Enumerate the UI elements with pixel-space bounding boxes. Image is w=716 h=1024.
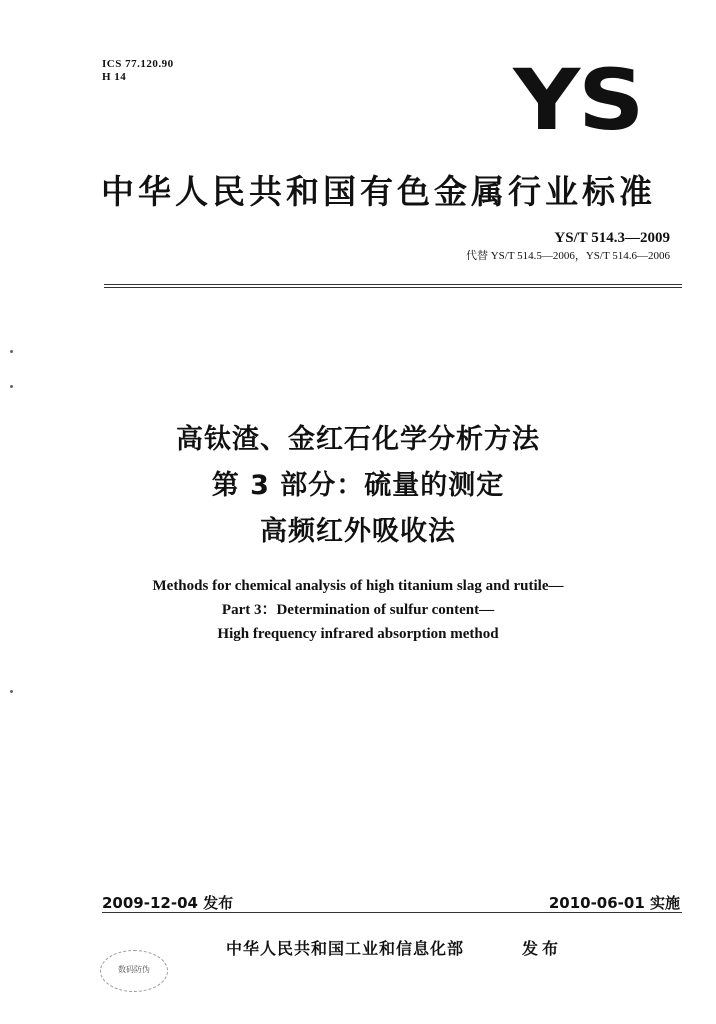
ys-logo: YS [512,51,642,149]
publish-label: 发布 [522,939,563,958]
ics-code: ICS 77.120.90 [102,58,174,70]
stamp-label: 数码防伪 [118,965,150,974]
issue-date: 2009-12-04 发布 [102,894,234,912]
replaces-note: 代替 YS/T 514.5—2006，YS/T 514.6—2006 [465,250,670,262]
scan-mark [10,690,13,693]
scan-mark [10,385,13,388]
title-en-line1: Methods for chemical analysis of high titanium slag and rutile— [152,578,564,594]
header-divider [104,284,682,285]
title-en-line2: Part 3：Determination of sulfur content— [221,602,495,618]
standard-category-title: 中华人民共和国有色金属行业标准 [101,172,656,211]
ccs-code: H 14 [102,71,127,83]
implementation-date: 2010-06-01 实施 [548,894,680,912]
classification-codes [102,58,174,84]
title-cn-line3: 高频红外吸收法 [260,516,456,547]
header-divider-second [104,287,682,288]
footer-divider [102,912,682,913]
publisher-name: 中华人民共和国工业和信息化部 [226,939,465,958]
scan-mark [10,350,13,353]
title-cn-line2: 第 3 部分：硫量的测定 [211,470,505,501]
standard-code: YS/T 514.3—2009 [554,230,670,246]
title-en-line3: High frequency infrared absorption method [217,626,499,642]
anti-counterfeit-stamp [100,950,168,992]
title-cn-line1: 高钛渣、金红石化学分析方法 [176,424,540,455]
